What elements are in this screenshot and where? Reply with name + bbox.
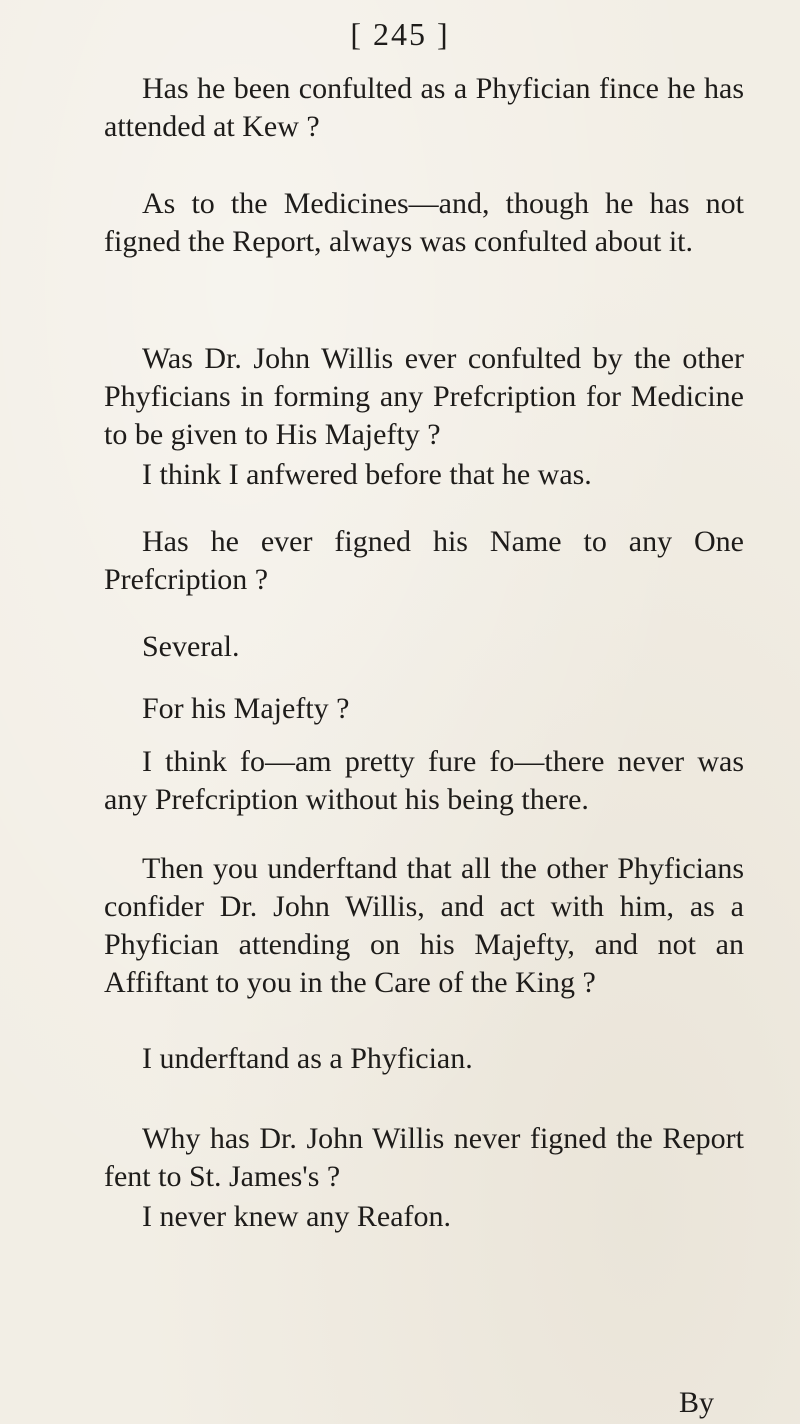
question-5: Then you underftand that all the other Phyficians confider Dr. John Willis, and act with him, as a Phyfician attending on his Majefty, and not an Affiftant to you in the Care of the King ? xyxy=(104,852,744,999)
question-6: Why has Dr. John Willis never figned the Report fent to St. James's ? xyxy=(104,1122,744,1193)
question-2: Was Dr. John Willis ever confulted by the other Phyficians in forming any Prefcription for Medicine to be given to His Majefty ? xyxy=(104,342,744,451)
answer-2: I think I anfwered before that he was. xyxy=(142,458,592,491)
question-3: Has he ever figned his Name to any One Prefcription ? xyxy=(104,525,744,596)
answer-5: I underftand as a Phyfician. xyxy=(142,1042,473,1075)
answer-3: Several. xyxy=(142,630,240,663)
question-1: Has he been confulted as a Phyfician fince he has attended at Kew ? xyxy=(104,72,744,143)
page-number: [ 245 ] xyxy=(350,16,450,52)
question-4: For his Majefty ? xyxy=(142,692,350,725)
answer-6: I never knew any Reafon. xyxy=(142,1200,452,1233)
catchword: By xyxy=(678,1386,714,1419)
answer-1: As to the Medicines—and, though he has not figned the Report, always was confulted about it. xyxy=(104,187,744,258)
answer-4: I think fo—am pretty fure fo—there never was any Prefcription without his being there. xyxy=(104,745,744,816)
